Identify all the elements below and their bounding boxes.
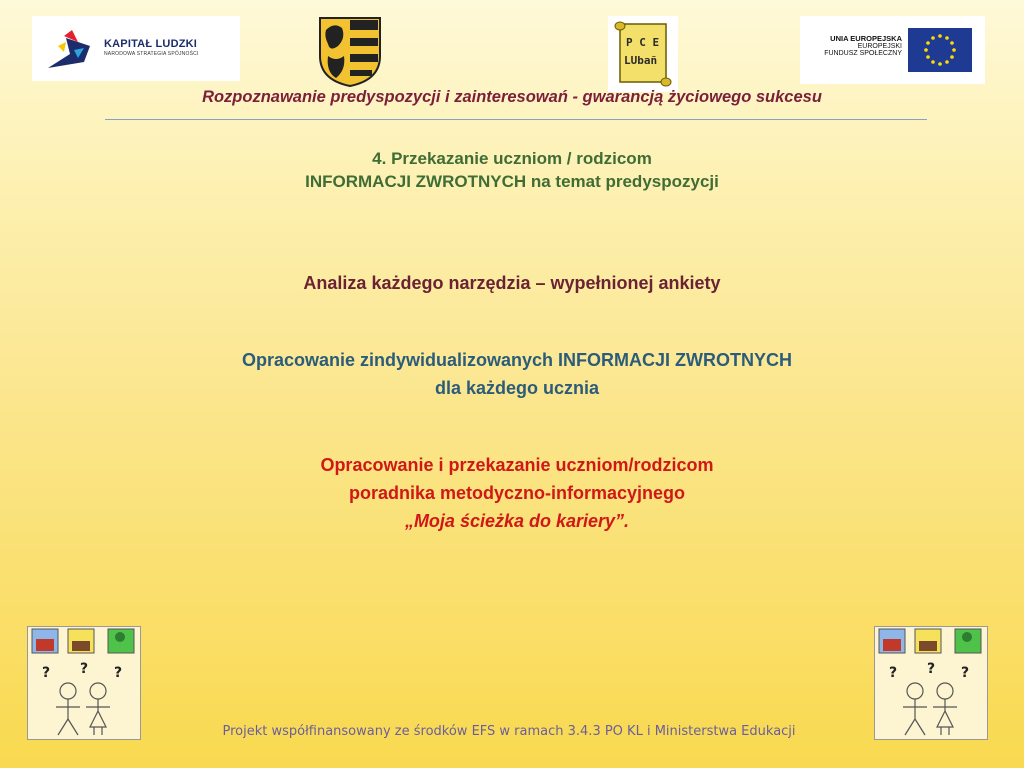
career-illustration-right — [874, 626, 988, 740]
section-title-line1: 4. Przekazanie uczniom / rodzicom — [372, 149, 652, 168]
header-divider — [105, 119, 927, 120]
svg-text:?: ? — [889, 665, 898, 681]
section-title-line2: INFORMACJI ZWROTNYCH na temat predyspozycji — [305, 172, 719, 191]
career-choice-icon — [28, 627, 140, 739]
eu-line3: FUNDUSZ SPOŁECZNY — [824, 50, 902, 57]
kl-subtitle: NARODOWA STRATEGIA SPÓJNOŚCI — [104, 51, 199, 57]
coat-of-arms-logo — [318, 16, 382, 88]
point-guide-line1: Opracowanie i przekazanie uczniom/rodzicom — [320, 455, 714, 475]
career-illustration-left — [27, 626, 141, 740]
pce-text: P C E — [626, 36, 660, 49]
eu-line2: EUROPEJSKI — [857, 43, 902, 50]
eu-logo — [800, 16, 985, 84]
svg-text:?: ? — [114, 665, 123, 681]
footer-note: Projekt współfinansowany ze środków EFS w ramach 3.4.3 PO KL i Ministerstwa Edukacji — [222, 724, 796, 739]
svg-text:?: ? — [80, 661, 89, 677]
pce-luban-logo — [608, 16, 678, 92]
point-feedback-line1: Opracowanie zindywidualizowanych INFORMACJI ZWROTNYCH — [241, 350, 793, 370]
eu-flag-icon — [908, 28, 972, 72]
point-guide-line2: poradnika metodyczno-informacyjnego — [348, 483, 686, 503]
svg-text:?: ? — [961, 665, 970, 681]
luban-text: LUbañ — [624, 54, 658, 67]
slide-header: Rozpoznawanie predyspozycji i zainteresowań - gwarancją życiowego sukcesu — [202, 88, 822, 106]
point-guide-title: „Moja ścieżka do kariery”. — [404, 511, 630, 531]
point-analysis: Analiza każdego narzędzia – wypełnionej ankiety — [303, 273, 721, 293]
kapital-ludzki-icon — [38, 16, 98, 81]
svg-text:?: ? — [927, 661, 936, 677]
section-title — [0, 147, 1024, 193]
kapital-ludzki-logo — [32, 16, 240, 81]
svg-text:?: ? — [42, 665, 51, 681]
point-guide — [0, 451, 1024, 535]
eu-title: UNIA EUROPEJSKA — [830, 34, 902, 43]
point-feedback-line2: dla każdego ucznia — [434, 378, 600, 398]
point-feedback — [0, 346, 1024, 402]
coat-of-arms-icon — [318, 16, 382, 88]
kl-title: KAPITAŁ LUDZKI — [104, 38, 198, 50]
career-choice-icon — [875, 627, 987, 739]
